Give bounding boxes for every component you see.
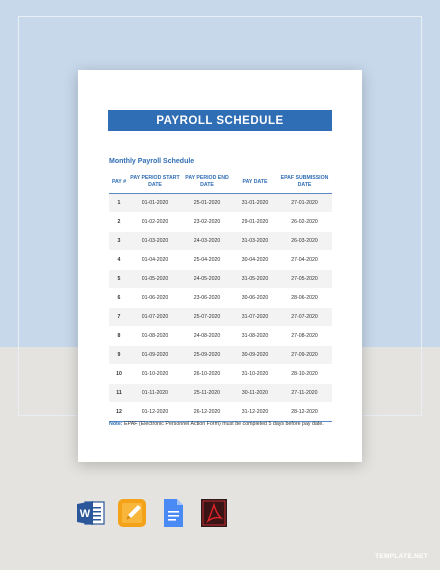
period-end-cell: 25-04-2020	[181, 251, 233, 270]
header-period-start: PAY PERIOD START DATE	[129, 171, 181, 194]
pay-number-cell: 2	[109, 213, 129, 232]
table-row	[109, 232, 332, 251]
epaf-date-cell: 27-01-2020	[277, 194, 332, 213]
header-epaf-date: EPAF SUBMISSION DATE	[277, 171, 332, 194]
table-row	[109, 270, 332, 289]
watermark: TEMPLATE.NET	[375, 553, 428, 560]
period-start-cell: 01-06-2020	[129, 289, 181, 308]
svg-text:W: W	[79, 508, 91, 520]
period-end-cell: 23-02-2020	[181, 213, 233, 232]
pay-number-cell: 4	[109, 251, 129, 270]
pay-date-cell: 29-01-2020	[233, 213, 277, 232]
pdf-icon[interactable]	[199, 499, 229, 527]
table-row	[109, 213, 332, 232]
period-start-cell: 01-05-2020	[129, 270, 181, 289]
period-start-cell: 01-02-2020	[129, 213, 181, 232]
pay-date-cell: 30-06-2020	[233, 289, 277, 308]
period-end-cell: 26-12-2020	[181, 403, 233, 422]
period-start-cell: 01-12-2020	[129, 403, 181, 422]
document-page	[78, 70, 362, 462]
header-pay-date: PAY DATE	[233, 171, 277, 194]
pay-number-cell: 8	[109, 327, 129, 346]
pay-date-cell: 30-09-2020	[233, 346, 277, 365]
pay-date-cell: 31-12-2020	[233, 403, 277, 422]
word-icon[interactable]	[76, 499, 106, 527]
pay-date-cell: 30-04-2020	[233, 251, 277, 270]
epaf-date-cell: 27-07-2020	[277, 308, 332, 327]
pay-number-cell: 3	[109, 232, 129, 251]
epaf-date-cell: 28-12-2020	[277, 403, 332, 422]
pay-number-cell: 1	[109, 194, 129, 213]
epaf-date-cell: 26-03-2020	[277, 232, 332, 251]
table-row	[109, 289, 332, 308]
header-period-end: PAY PERIOD END DATE	[181, 171, 233, 194]
pay-date-cell: 31-03-2020	[233, 232, 277, 251]
period-end-cell: 24-03-2020	[181, 232, 233, 251]
pay-number-cell: 12	[109, 403, 129, 422]
pay-number-cell: 9	[109, 346, 129, 365]
pay-date-cell: 31-08-2020	[233, 327, 277, 346]
pay-date-cell: 31-01-2020	[233, 194, 277, 213]
table-row	[109, 251, 332, 270]
pay-number-cell: 5	[109, 270, 129, 289]
epaf-date-cell: 27-05-2020	[277, 270, 332, 289]
pay-number-cell: 11	[109, 384, 129, 403]
table-subtitle: Monthly Payroll Schedule	[109, 158, 195, 165]
period-start-cell: 01-04-2020	[129, 251, 181, 270]
format-icons	[76, 499, 229, 527]
epaf-date-cell: 28-10-2020	[277, 365, 332, 384]
table-row	[109, 403, 332, 422]
period-end-cell: 23-06-2020	[181, 289, 233, 308]
period-end-cell: 25-11-2020	[181, 384, 233, 403]
period-start-cell: 01-07-2020	[129, 308, 181, 327]
table-row	[109, 308, 332, 327]
period-start-cell: 01-11-2020	[129, 384, 181, 403]
epaf-date-cell: 27-08-2020	[277, 327, 332, 346]
table-row	[109, 346, 332, 365]
period-start-cell: 01-01-2020	[129, 194, 181, 213]
header-pay-number: PAY #	[109, 171, 129, 194]
period-end-cell: 25-09-2020	[181, 346, 233, 365]
table-row	[109, 194, 332, 213]
footnote	[109, 420, 329, 429]
footnote-text: EPAF (Electronic Personnel Action Form) must be completed 5 days before pay date.	[122, 421, 324, 427]
epaf-date-cell: 27-11-2020	[277, 384, 332, 403]
period-start-cell: 01-09-2020	[129, 346, 181, 365]
footnote-label: Note:	[109, 421, 123, 427]
pages-icon[interactable]	[117, 499, 147, 527]
epaf-date-cell: 26-02-2020	[277, 213, 332, 232]
pay-number-cell: 6	[109, 289, 129, 308]
pay-date-cell: 30-11-2020	[233, 384, 277, 403]
pay-date-cell: 31-10-2020	[233, 365, 277, 384]
table-header-row	[109, 171, 332, 194]
epaf-date-cell: 27-04-2020	[277, 251, 332, 270]
period-end-cell: 24-08-2020	[181, 327, 233, 346]
pay-date-cell: 31-05-2020	[233, 270, 277, 289]
period-end-cell: 26-10-2020	[181, 365, 233, 384]
pay-number-cell: 7	[109, 308, 129, 327]
document-title: PAYROLL SCHEDULE	[108, 110, 332, 131]
pay-number-cell: 10	[109, 365, 129, 384]
payroll-table	[109, 171, 332, 422]
table-row	[109, 365, 332, 384]
period-start-cell: 01-10-2020	[129, 365, 181, 384]
period-start-cell: 01-08-2020	[129, 327, 181, 346]
table-row	[109, 327, 332, 346]
period-end-cell: 25-01-2020	[181, 194, 233, 213]
epaf-date-cell: 28-06-2020	[277, 289, 332, 308]
google-docs-icon[interactable]	[158, 499, 188, 527]
period-start-cell: 01-03-2020	[129, 232, 181, 251]
pay-date-cell: 31-07-2020	[233, 308, 277, 327]
period-end-cell: 24-05-2020	[181, 270, 233, 289]
period-end-cell: 25-07-2020	[181, 308, 233, 327]
epaf-date-cell: 27-09-2020	[277, 346, 332, 365]
table-row	[109, 384, 332, 403]
